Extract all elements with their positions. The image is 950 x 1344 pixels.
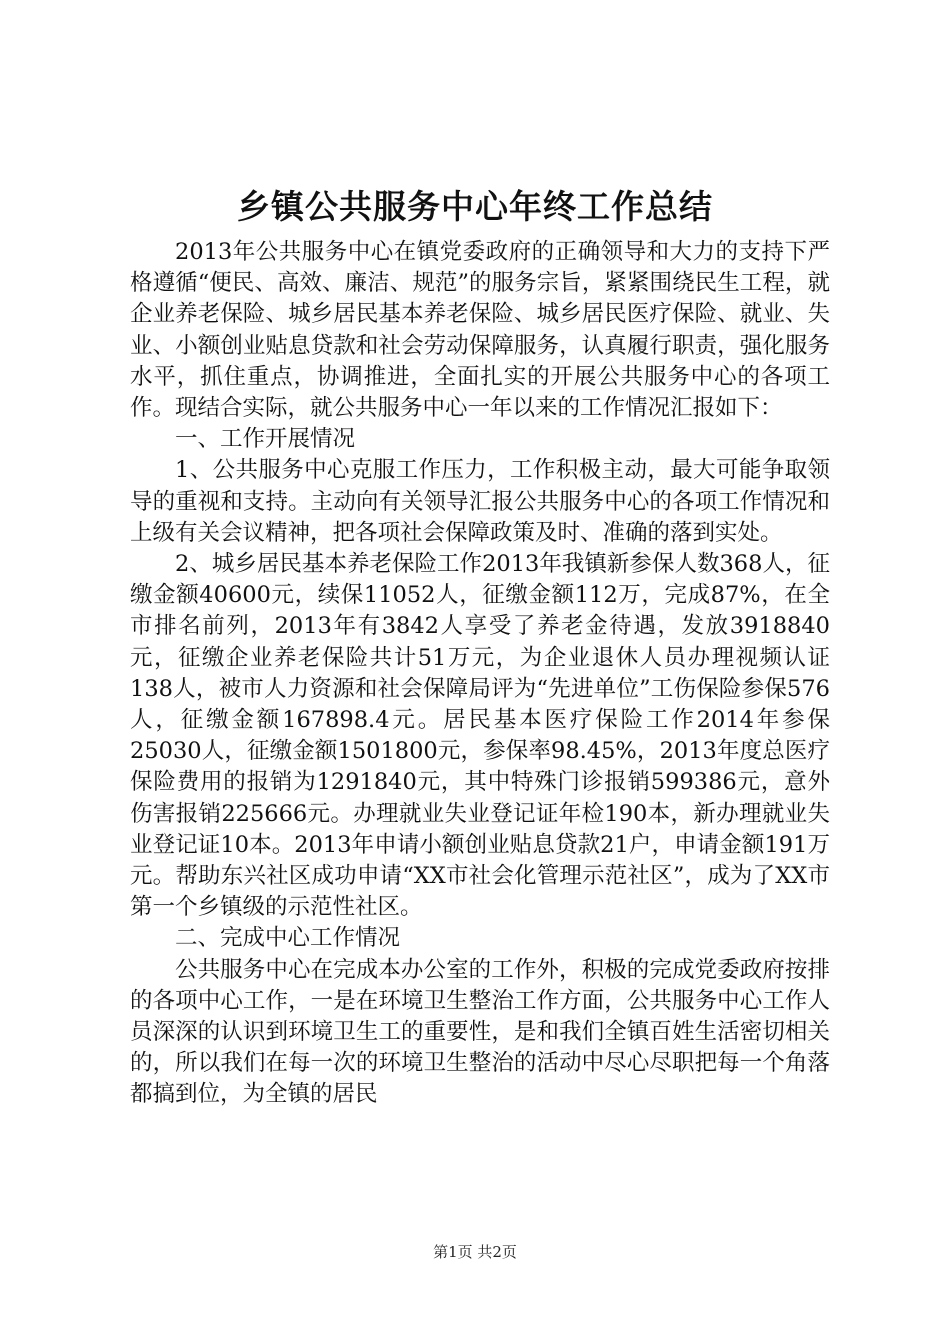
paragraph-item-1: 1、公共服务中心克服工作压力，工作积极主动，最大可能争取领导的重视和支持。主动向有关领导汇报公共服务中心的各项工作情况和上级有关会议精神，把各项社会保障政策及时、准确的落到实处。 bbox=[130, 457, 830, 546]
paragraph-intro: 2013年公共服务中心在镇党委政府的正确领导和大力的支持下严格遵循“便民、高效、廉洁、规范”的服务宗旨，紧紧围绕民生工程，就企业养老保险、城乡居民基本养老保险、城乡居民医疗保险、就业、失业、小额创业贴息贷款和社会劳动保障服务，认真履行职责，强化服务水平，抓住重点，协调推进，全面扎实的开展公共服务中心的各项工作。现结合实际，就公共服务中心一年以来的工作情况汇报如下： bbox=[130, 239, 830, 422]
document-title: 乡镇公共服务中心年终工作总结 bbox=[237, 187, 713, 226]
document-body bbox=[130, 237, 830, 1111]
section-heading-1: 一、工作开展情况 bbox=[175, 426, 356, 453]
paragraph-center-work: 公共服务中心在完成本办公室的工作外，积极的完成党委政府按排的各项中心工作，一是在环境卫生整治工作方面，公共服务中心工作人员深深的认识到环境卫生工的重要性，是和我们全镇百姓生活密切相关的，所以我们在每一次的环境卫生整治的活动中尽心尽职把每一个角落都搞到位，为全镇的居民 bbox=[130, 956, 830, 1108]
paragraph-item-2: 2、城乡居民基本养老保险工作2013年我镇新参保人数368人，征缴金额40600元，续保11052人，征缴金额112万，完成87%，在全市排名前列，2013年有3842人享受了养老金待遇，发放3918840元，征缴企业养老保险共计51万元，为企业退休人员办理视频认证138人，被市人力资源和社会保障局评为“先进单位”工伤保险参保576人，征缴金额167898.4元。居民基本医疗保险工作2014年参保25030人，征缴金额1501800元，参保率98.45%，2013年度总医疗保险费用的报销为1291840元，其中特殊门诊报销599386元，意外伤害报销225666元。办理就业失业登记证年检190本，新办理就业失业登记证10本。2013年申请小额创业贴息贷款21户，申请金额191万元。帮助东兴社区成功申请“XX市社会化管理示范社区”，成为了XX市第一个乡镇级的示范性社区。 bbox=[130, 551, 830, 921]
page-number: 第1页 共2页 bbox=[433, 1243, 517, 1261]
section-heading-2: 二、完成中心工作情况 bbox=[175, 925, 401, 952]
